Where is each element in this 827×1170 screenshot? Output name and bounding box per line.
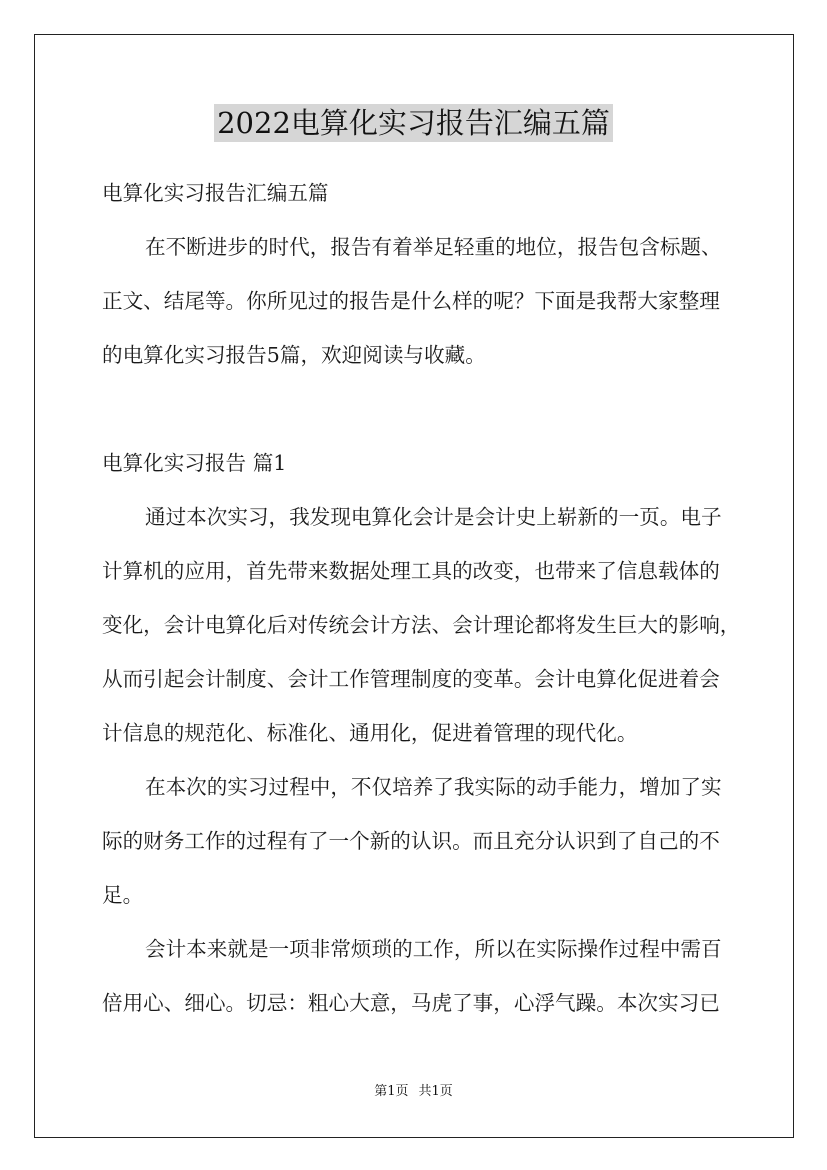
page-footer [0, 1082, 827, 1102]
body-paragraph-3 [102, 922, 782, 1030]
body-paragraph-1 [102, 490, 782, 760]
document-title: 2022电算化实习报告汇编五篇 [214, 104, 613, 142]
paragraph-line: 际的财务工作的过程有了一个新的认识。而且充分认识到了自己的不 [102, 829, 720, 853]
page-number-total: 共1页 [418, 1084, 453, 1099]
paragraph-line: 足。 [102, 883, 144, 907]
paragraph-line: 的电算化实习报告5篇，欢迎阅读与收藏。 [102, 343, 486, 367]
paragraph-line: 在本次的实习过程中，不仅培养了我实际的动手能力，增加了实 [145, 775, 722, 799]
paragraph-line: 计算机的应用，首先带来数据处理工具的改变，也带来了信息载体的 [102, 559, 720, 583]
page-number-current: 第1页 [374, 1084, 409, 1099]
document-body [102, 166, 782, 1030]
intro-paragraph [102, 220, 782, 382]
paragraph-line: 从而引起会计制度、会计工作管理制度的变革。会计电算化促进着会 [102, 667, 720, 691]
body-paragraph-2 [102, 760, 782, 922]
paragraph-line: 通过本次实习，我发现电算化会计是会计史上崭新的一页。电子 [145, 505, 722, 529]
document-subtitle: 电算化实习报告汇编五篇 [102, 181, 329, 205]
blank-line [102, 382, 782, 436]
paragraph-line: 正文、结尾等。你所见过的报告是什么样的呢？下面是我帮大家整理 [102, 289, 720, 313]
paragraph-line: 倍用心、细心。切忌：粗心大意，马虎了事，心浮气躁。本次实习已 [102, 991, 720, 1015]
paragraph-line: 在不断进步的时代，报告有着举足轻重的地位，报告包含标题、 [145, 235, 722, 259]
paragraph-line: 变化，会计电算化后对传统会计方法、会计理论都将发生巨大的影响， [102, 613, 741, 637]
title-block [0, 104, 827, 142]
paragraph-line: 计信息的规范化、标准化、通用化，促进着管理的现代化。 [102, 721, 638, 745]
section-heading: 电算化实习报告 篇1 [102, 451, 287, 475]
paragraph-line: 会计本来就是一项非常烦琐的工作，所以在实际操作过程中需百 [145, 937, 722, 961]
